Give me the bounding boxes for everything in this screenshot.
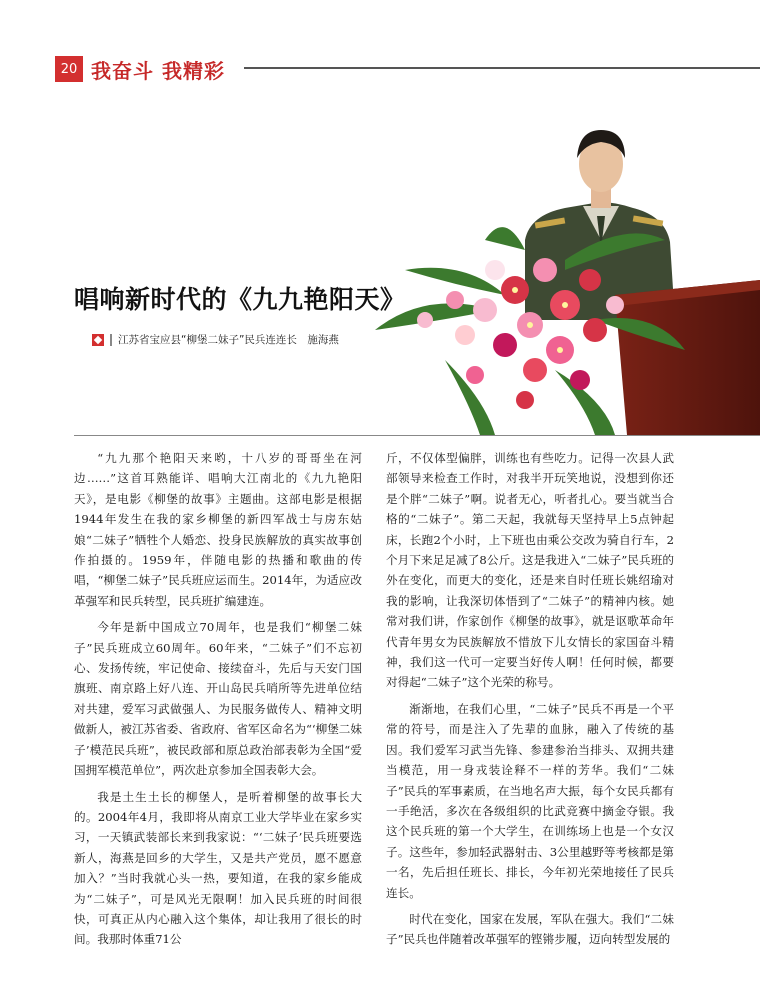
paragraph: 我是土生土长的柳堡人，是听着柳堡的故事长大的。2004年4月，我即将从南京工业大学毕业在家乡实习，一天镇武装部长来到我家说：“‘二妹子’民兵班要选新人，海燕是回乡的大学生，又是共产党员，愿不愿意加入？”当时我就心头一热，要知道，在我的家乡能成为“二妹子”，可是风光无限啊！加入民兵班的时间很快，可真正从内心融入这个集体，却让我用了很长的时间。我那时体重71公 — [74, 789, 362, 947]
body-column-right — [386, 448, 674, 950]
paragraph: 时代在变化，国家在发展，军队在强大。我们“二妹子”民兵也伴随着改革强军的铿锵步履，迈向转型发展的 — [386, 911, 674, 947]
byline-separator — [110, 334, 112, 346]
section-title: 我奋斗 我精彩 — [91, 59, 225, 83]
page-number-badge: 20 — [55, 56, 83, 82]
byline — [92, 332, 339, 347]
byline-mark-icon — [92, 334, 104, 346]
article-photo — [365, 120, 760, 435]
header-rule — [244, 67, 760, 69]
paragraph: 斤，不仅体型偏胖，训练也有些吃力。记得一次县人武部领导来检查工作时，对我半开玩笑地说，没想到你还是个胖“二妹子”啊。说者无心，听者扎心。要当就当合格的“二妹子”。第二天起，我就每天坚持早上5点钟起床，长跑2个小时，上下班也由乘公交改为骑自行车，2个月下来足足减了8公斤。这是我进入“二妹子”民兵班的外在变化，而更大的变化，还是来自时任班长姚绍瑜对我的影响，让我深切体悟到了“二妹子”的精神内核。她常对我们讲，作家创作《柳堡的故事》，就是讴歌革命年代青年男女为民族解放不惜放下儿女情长的家国奋斗精神，我们这一代可一定要当好传人啊！任何时候，都要对得起“二妹子”这个光荣的称号。 — [386, 451, 674, 690]
body-column-left — [74, 448, 362, 950]
byline-text: 江苏省宝应县“柳堡二妹子”民兵连连长 施海燕 — [118, 334, 339, 346]
article-title: 唱响新时代的《九九艳阳天》 — [74, 285, 406, 314]
paragraph: 渐渐地，在我们心里，“二妹子”民兵不再是一个平常的符号，而是注入了先辈的血脉，融入了传统的基因。我们爱军习武当先锋、参建参治当排头、双拥共建当模范，用一身戎装诠释不一样的芳华。我们“二妹子”民兵的军事素质，在当地名声大振，每个女民兵都有一手绝活，多次在各级组织的比武竞赛中摘金夺银。我这个民兵班的第一个大学生，在训练场上也是一个女汉子。这些年，参加轻武器射击、3公里越野等考核都是第一名，先后担任班长、排长，今年初光荣地接任了民兵连长。 — [386, 701, 674, 900]
speaker-at-podium-photo — [365, 120, 760, 435]
title-rule — [74, 435, 760, 436]
paragraph: 今年是新中国成立70周年，也是我们“柳堡二妹子”民兵班成立60周年。60年来，“二妹子”们不忘初心、发扬传统，牢记使命、接续奋斗，先后与天安门国旗班、南京路上好八连、开山岛民兵哨所等先进单位结对共建，爱军习武做强人、为民服务做传人、精神文明做新人，被江苏省委、省政府、省军区命名为“‘柳堡二妹子’模范民兵班”，被民政部和原总政治部表彰为全国“爱国拥军模范单位”，两次赴京参加全国表彰大会。 — [74, 620, 362, 778]
paragraph: “九九那个艳阳天来哟，十八岁的哥哥坐在河边……”这首耳熟能详、唱响大江南北的《九九艳阳天》，是电影《柳堡的故事》主题曲。这部电影是根据1944年发生在我的家乡柳堡的新四军战士与房东姑娘“二妹子”牺牲个人婚恋、投身民族解放的真实故事创作拍摄的。1959年，伴随电影的热播和歌曲的传唱，“柳堡二妹子”民兵班应运而生。2014年，为适应改革强军和民兵转型，民兵班扩编建连。 — [74, 451, 362, 608]
